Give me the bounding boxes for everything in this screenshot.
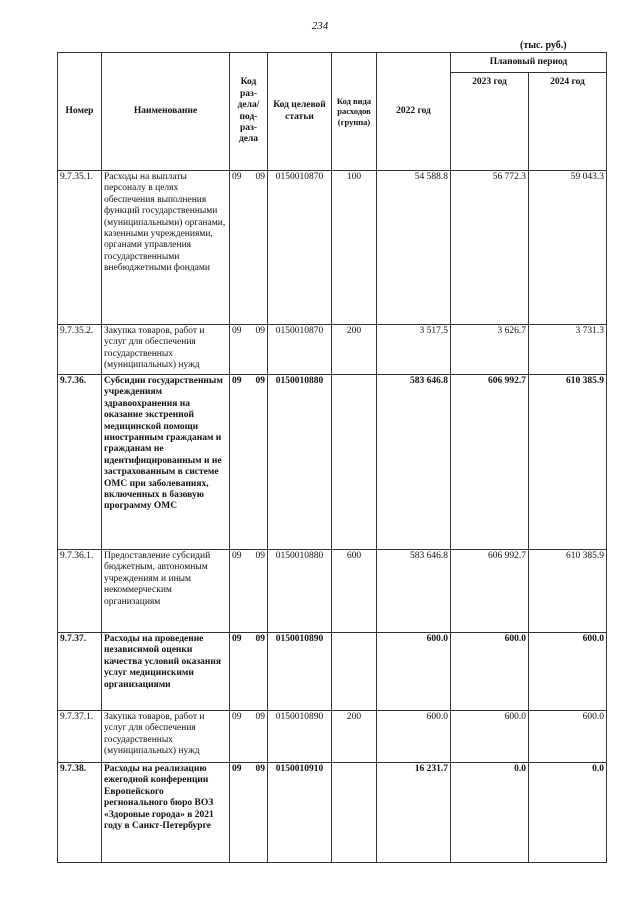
section-code: 09 <box>232 551 242 561</box>
header-expense-type: Код вида расходов (группа) <box>332 53 377 171</box>
row-number: 9.7.35.1. <box>58 171 102 325</box>
row-2022: 600.0 <box>377 711 451 763</box>
header-section: Код раз-дела/ под-раз-дела <box>230 53 268 171</box>
header-2024: 2024 год <box>529 73 607 171</box>
row-number: 9.7.38. <box>58 763 102 863</box>
row-2022: 583 646.8 <box>377 375 451 550</box>
row-expense-type <box>332 375 377 550</box>
row-target-code: 0150010890 <box>268 711 332 763</box>
row-2023: 600.0 <box>451 633 529 711</box>
row-2022: 54 588.8 <box>377 171 451 325</box>
row-expense-type <box>332 763 377 863</box>
section-code: 09 <box>232 712 242 722</box>
row-2023: 3 626.7 <box>451 325 529 375</box>
section-code: 09 <box>232 634 242 644</box>
table-row <box>58 325 607 375</box>
row-number: 9.7.36. <box>58 375 102 550</box>
subsection-code: 09 <box>255 634 265 644</box>
header-2023: 2023 год <box>451 73 529 171</box>
units-label: (тыс. руб.) <box>520 40 567 51</box>
table-row <box>58 711 607 763</box>
row-2022: 16 231.7 <box>377 763 451 863</box>
section-code: 09 <box>232 376 242 386</box>
page-number: 234 <box>311 20 329 32</box>
row-section-code <box>230 375 268 550</box>
row-target-code: 0150010910 <box>268 763 332 863</box>
row-2022: 583 646.8 <box>377 550 451 633</box>
row-2022: 3 517.5 <box>377 325 451 375</box>
row-2024: 600.0 <box>529 711 607 763</box>
row-name: Закупка товаров, работ и услуг для обеспечения государственных (муниципальных) нужд <box>102 711 230 763</box>
row-target-code: 0150010880 <box>268 550 332 633</box>
table-body <box>58 171 607 863</box>
row-2024: 3 731.3 <box>529 325 607 375</box>
row-2024: 0.0 <box>529 763 607 863</box>
row-expense-type: 100 <box>332 171 377 325</box>
row-2023: 56 772.3 <box>451 171 529 325</box>
table-row <box>58 633 607 711</box>
table-row <box>58 171 607 325</box>
subsection-code: 09 <box>255 376 265 386</box>
subsection-code: 09 <box>255 551 265 561</box>
row-expense-type: 200 <box>332 325 377 375</box>
row-name: Закупка товаров, работ и услуг для обеспечения государственных (муниципальных) нужд <box>102 325 230 375</box>
header-planning-period: Плановый период <box>451 53 607 73</box>
row-target-code: 0150010880 <box>268 375 332 550</box>
row-2023: 0.0 <box>451 763 529 863</box>
subsection-code: 09 <box>255 764 265 774</box>
subsection-code: 09 <box>255 712 265 722</box>
row-section-code <box>230 325 268 375</box>
row-section-code <box>230 711 268 763</box>
row-name: Расходы на проведение независимой оценки качества условий оказания услуг медицинскими организациями <box>102 633 230 711</box>
row-2024: 610 385.9 <box>529 375 607 550</box>
row-name: Расходы на выплаты персоналу в целях обеспечения выполнения функций государственными (муниципальными) органами, казенными учреждениями, органами управления государственными внебюджетными фондами <box>102 171 230 325</box>
row-section-code <box>230 171 268 325</box>
row-number: 9.7.36.1. <box>58 550 102 633</box>
header-target: Код целевой статьи <box>268 53 332 171</box>
row-2023: 600.0 <box>451 711 529 763</box>
row-number: 9.7.37.1. <box>58 711 102 763</box>
row-section-code <box>230 550 268 633</box>
section-code: 09 <box>232 326 242 336</box>
header-name: Наименование <box>102 53 230 171</box>
row-target-code: 0150010870 <box>268 325 332 375</box>
table-row <box>58 550 607 633</box>
row-2023: 606 992.7 <box>451 375 529 550</box>
table-row <box>58 763 607 863</box>
header-2022: 2022 год <box>377 53 451 171</box>
row-number: 9.7.35.2. <box>58 325 102 375</box>
row-expense-type: 600 <box>332 550 377 633</box>
subsection-code: 09 <box>255 326 265 336</box>
section-code: 09 <box>232 172 242 182</box>
row-2023: 606 992.7 <box>451 550 529 633</box>
table-row <box>58 375 607 550</box>
row-name: Предоставление субсидий бюджетным, автономным учреждениям и иным некоммерческим организациям <box>102 550 230 633</box>
row-section-code <box>230 633 268 711</box>
header-number: Номер <box>58 53 102 171</box>
row-name: Субсидии государственным учреждениям здравоохранения на оказание экстренной медицинской помощи иностранным гражданам и гражданам не идентифицированным и не застрахованным в системе ОМС при заболеваниях, включенных в базовую программу ОМС <box>102 375 230 550</box>
row-2024: 59 043.3 <box>529 171 607 325</box>
row-target-code: 0150010870 <box>268 171 332 325</box>
row-2024: 610 385.9 <box>529 550 607 633</box>
row-2022: 600.0 <box>377 633 451 711</box>
row-number: 9.7.37. <box>58 633 102 711</box>
row-target-code: 0150010890 <box>268 633 332 711</box>
row-2024: 600.0 <box>529 633 607 711</box>
row-section-code <box>230 763 268 863</box>
row-expense-type: 200 <box>332 711 377 763</box>
subsection-code: 09 <box>255 172 265 182</box>
section-code: 09 <box>232 764 242 774</box>
budget-table <box>57 52 607 863</box>
row-name: Расходы на реализацию ежегодной конференции Европейского регионального бюро ВОЗ «Здоровые города» в 2021 году в Санкт-Петербурге <box>102 763 230 863</box>
row-expense-type <box>332 633 377 711</box>
